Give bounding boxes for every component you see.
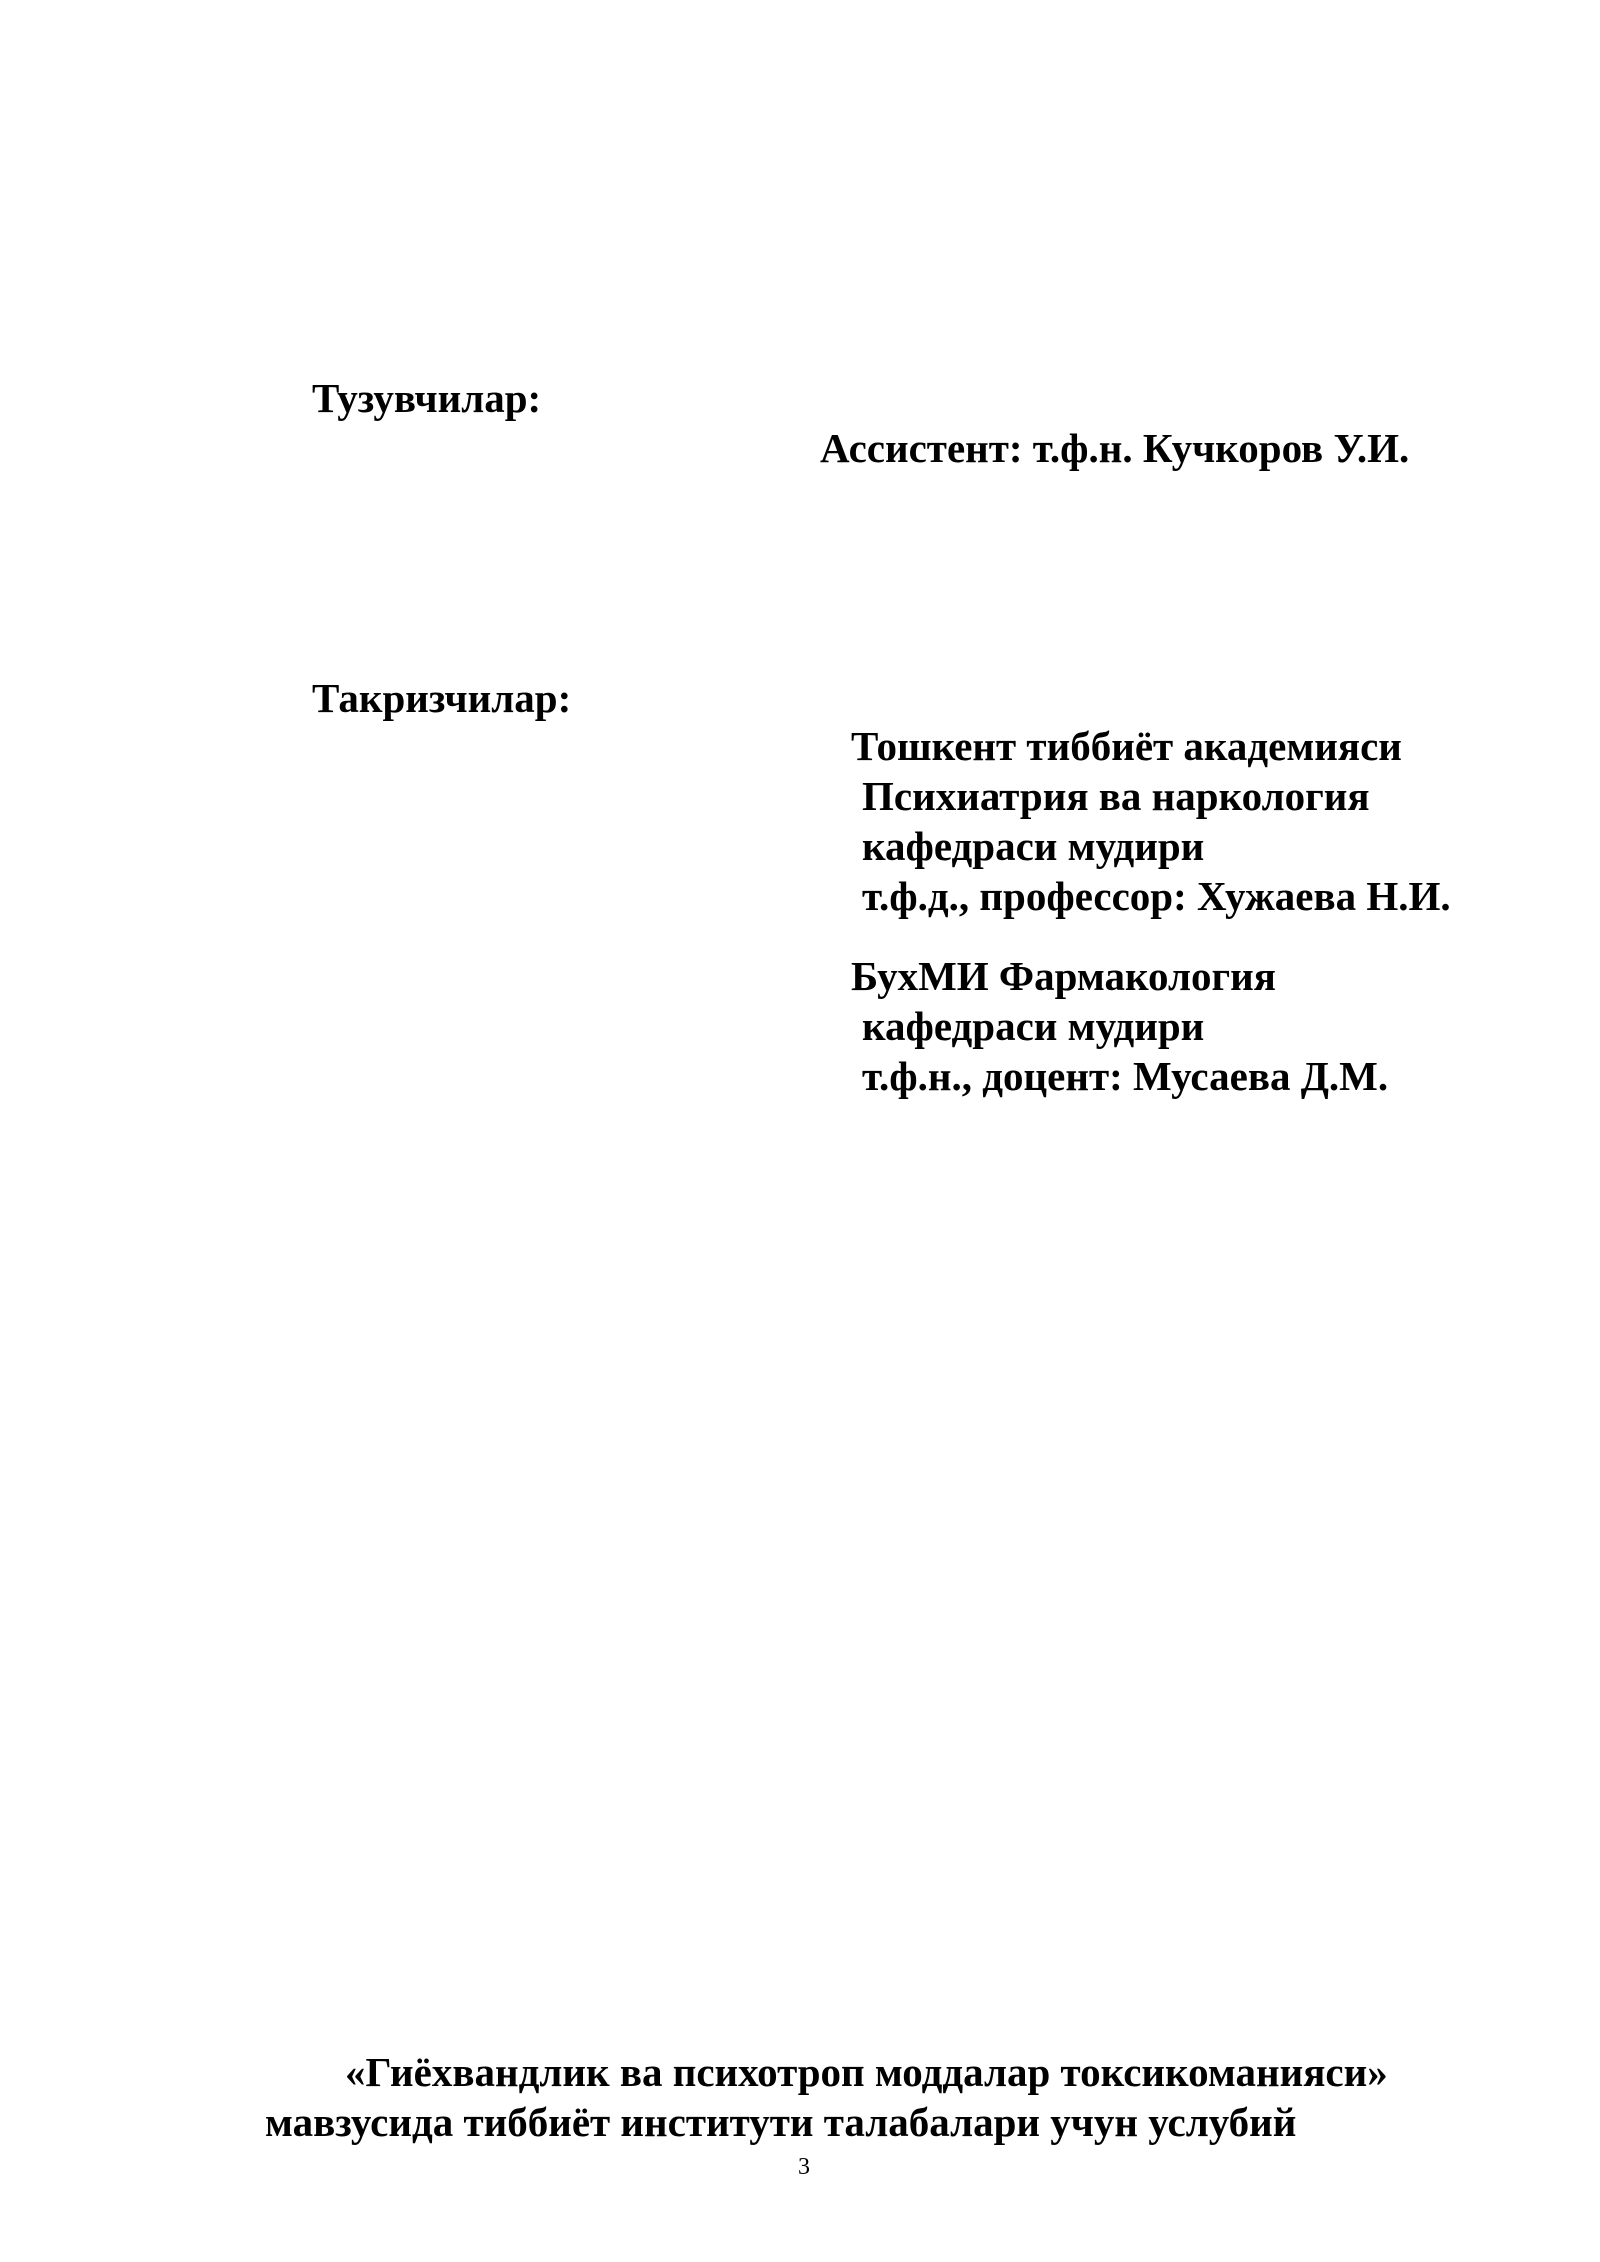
compilers-heading: Тузувчилар: [312, 375, 542, 421]
reviewer2-line2: кафедраси мудири [862, 1003, 1205, 1049]
reviewer2-line1: БухМИ Фармакология [851, 953, 1276, 999]
reviewer1-line3: кафедраси мудири [862, 823, 1205, 869]
page-number: 3 [798, 2154, 810, 2180]
compiler-name: Ассистент: т.ф.н. Кучкоров У.И. [820, 425, 1410, 471]
topic-line1: «Гиёхвандлик ва психотроп моддалар токсикоманияси» [345, 2049, 1388, 2095]
topic-line2: мавзусида тиббиёт институти талабалари учун услубий [265, 2099, 1297, 2145]
reviewers-heading: Такризчилар: [312, 675, 572, 721]
reviewer1-line4: т.ф.д., профессор: Хужаева Н.И. [862, 873, 1451, 919]
reviewer1-line2: Психиатрия ва наркология [862, 773, 1370, 819]
reviewer2-line3: т.ф.н., доцент: Мусаева Д.М. [862, 1053, 1389, 1099]
reviewer1-line1: Тошкент тиббиёт академияси [851, 723, 1402, 769]
